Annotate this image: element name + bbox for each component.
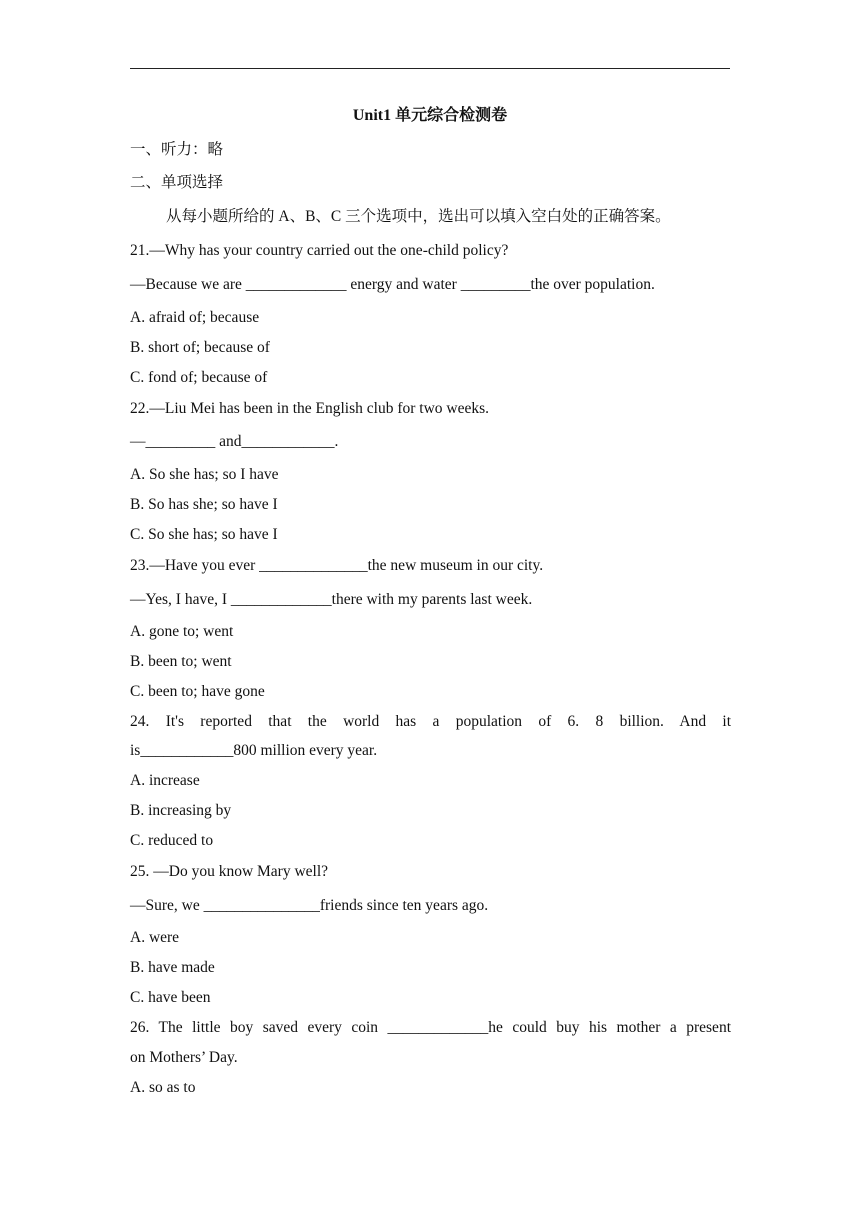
option-22b: B. So has she; so have I [130,496,278,513]
option-22a: A. So she has; so I have [130,466,279,483]
option-21b: B. short of; because of [130,339,270,356]
question-24: 24. It's reported that the world has a population of 6. 8 billion. And it [130,713,731,730]
option-21c: C. fond of; because of [130,369,268,386]
option-25a: A. were [130,929,180,946]
option-25b: B. have made [130,959,215,976]
option-23c: C. been to; have gone [130,683,265,700]
question-21-line2: —Because we are _____________ energy and water _________the over population. [130,276,655,293]
question-22: 22.—Liu Mei has been in the English club for two weeks. [130,400,490,417]
question-25-line2: —Sure, we _______________friends since ten years ago. [130,897,489,914]
page-title: Unit1 单元综合检测卷 [352,107,508,124]
option-23a: A. gone to; went [130,623,234,640]
option-24c: C. reduced to [130,832,214,849]
question-24-line2: is____________800 million every year. [130,742,378,759]
option-25c: C. have been [130,989,211,1006]
question-26-line2: on Mothers’ Day. [130,1049,238,1066]
question-23: 23.—Have you ever ______________the new museum in our city. [130,557,544,574]
option-26a: A. so as to [130,1079,196,1096]
question-25: 25. —Do you know Mary well? [130,863,329,880]
option-22c: C. So she has; so have I [130,526,278,543]
option-21a: A. afraid of; because [130,309,260,326]
option-23b: B. been to; went [130,653,232,670]
section-single-choice: 二、单项选择 [130,174,224,191]
question-26: 26. The little boy saved every coin _____________he could buy his mother a present [130,1019,731,1036]
question-23-line2: —Yes, I have, I _____________there with my parents last week. [130,591,533,608]
option-24b: B. increasing by [130,802,232,819]
question-22-line2: —_________ and____________. [130,433,339,450]
header-rule [130,68,730,69]
instruction: 从每小题所给的 A、B、C 三个选项中，选出可以填入空白处的正确答案。 [166,208,671,225]
section-listening: 一、听力：略 [130,141,224,158]
option-24a: A. increase [130,772,200,789]
question-21: 21.—Why has your country carried out the one-child policy? [130,242,509,259]
